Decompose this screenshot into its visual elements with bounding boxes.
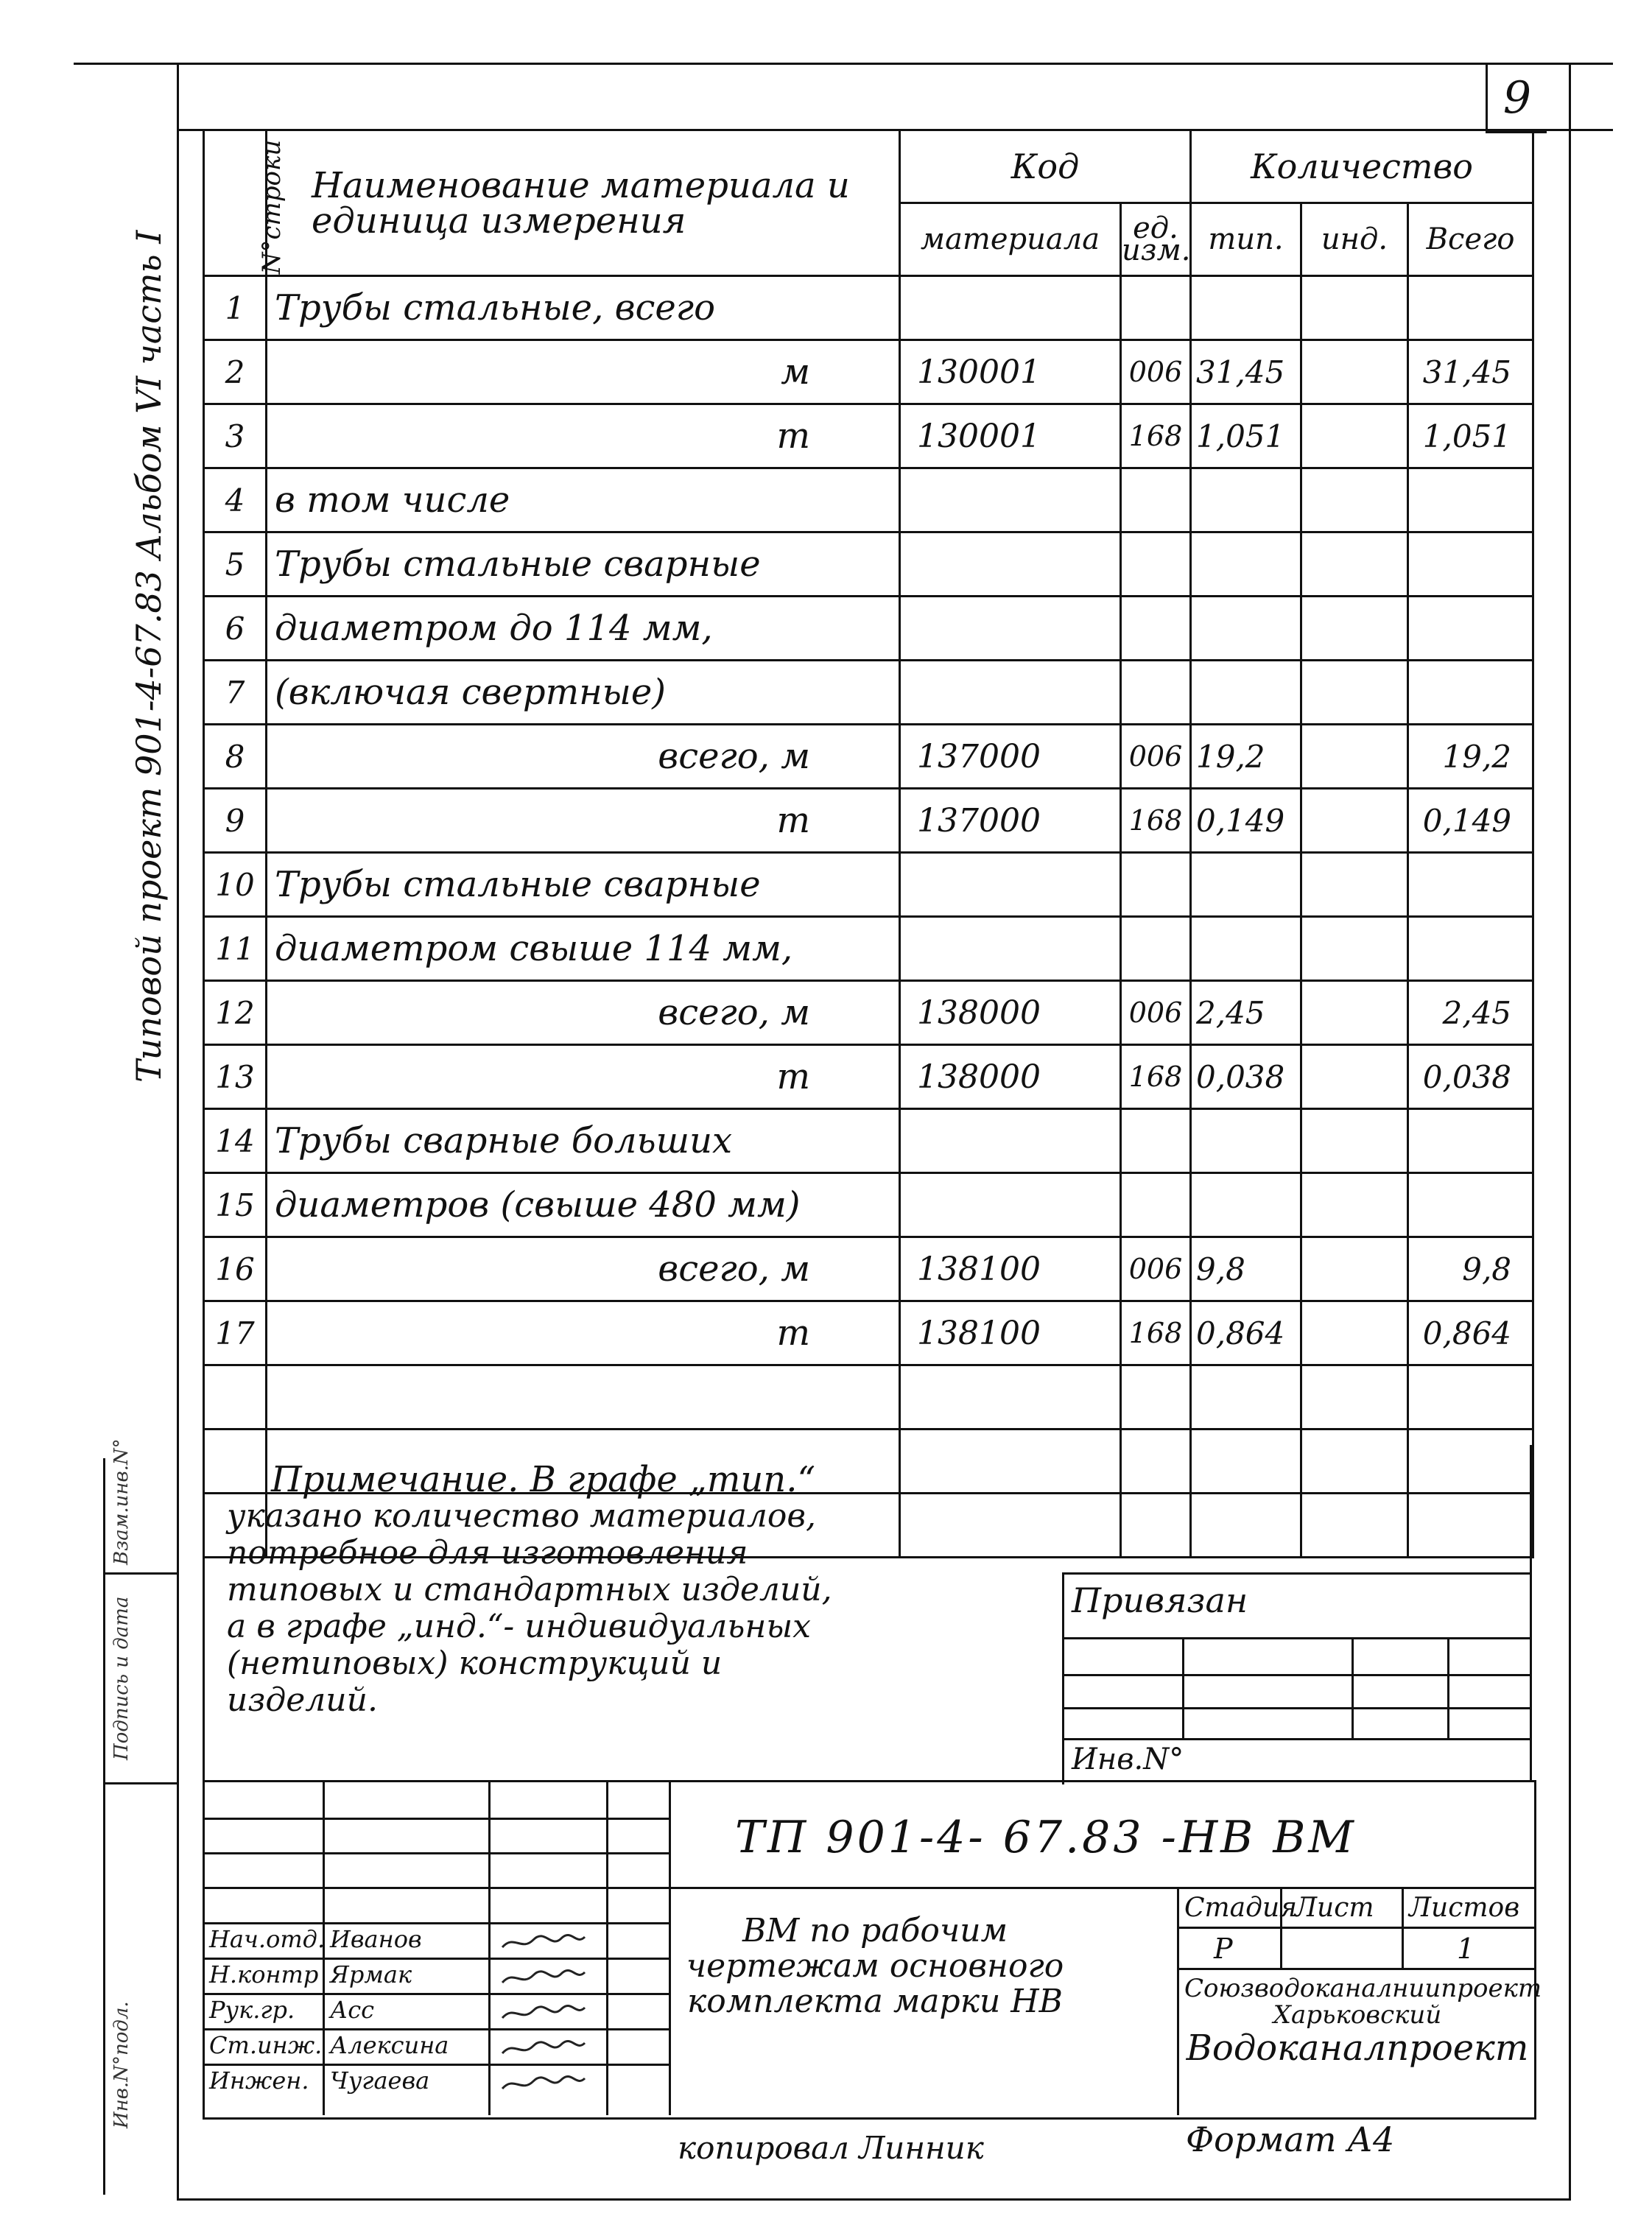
tb-hline-4 (205, 1922, 669, 1924)
material-unit-label: т (267, 789, 900, 853)
unit-code: 168 (1121, 404, 1191, 468)
table-row (204, 661, 1533, 725)
table-row (204, 597, 1533, 661)
material-code (900, 276, 1121, 340)
org-top: Союзводоканалниипроект (1184, 1974, 1542, 2003)
copied-by: копировал Линник (678, 2130, 984, 2166)
qty-typ: 0,149 (1191, 789, 1301, 853)
organization (1184, 1974, 1542, 2069)
qty-total (1408, 1365, 1533, 1429)
material-name: Трубы стальные сварные (267, 532, 900, 597)
signature-mark (499, 2074, 588, 2095)
qty-typ (1191, 276, 1301, 340)
qty-typ (1191, 532, 1301, 597)
unit-code: 006 (1121, 340, 1191, 404)
row-number: 11 (204, 917, 267, 981)
note-body: указано количество материалов, потребное для изготовления типовых и стандартных изделий, а в графе „инд.“- индивидуальных (нетиповых) конструкций и изделий. (227, 1497, 832, 1719)
material-code: 137000 (900, 725, 1121, 789)
sheets-value: 1 (1457, 1933, 1475, 1965)
table-row (204, 1045, 1533, 1109)
qty-ind (1301, 661, 1408, 725)
row-number: 6 (204, 597, 267, 661)
material-code (900, 532, 1121, 597)
unit-code (1121, 1365, 1191, 1429)
unit-code: 006 (1121, 725, 1191, 789)
table-row (204, 981, 1533, 1045)
material-code (900, 597, 1121, 661)
table-row (204, 1173, 1533, 1237)
unit-code (1121, 1173, 1191, 1237)
frame-left-line (177, 63, 179, 2198)
stage-value: Р (1214, 1933, 1233, 1965)
material-name: диаметром свыше 114 мм, (267, 917, 900, 981)
qty-ind (1301, 917, 1408, 981)
header-row-number: N°строки (204, 130, 267, 276)
row-number: 7 (204, 661, 267, 725)
qty-total (1408, 917, 1533, 981)
qty-total (1408, 597, 1533, 661)
qty-typ (1191, 917, 1301, 981)
qty-typ (1191, 468, 1301, 532)
tb-hline-stage-2 (1177, 1968, 1534, 1970)
frame-top-line (74, 63, 1613, 65)
qty-total (1408, 661, 1533, 725)
material-code: 130001 (900, 340, 1121, 404)
signer-name: Асс (330, 1996, 375, 2024)
tb-hline-1 (205, 1818, 669, 1820)
qty-total (1408, 532, 1533, 597)
tb-hline-3 (205, 1887, 1534, 1889)
material-name: Трубы стальные, всего (267, 276, 900, 340)
material-unit-label: всего, м (267, 725, 900, 789)
signature-mark (499, 2039, 588, 2059)
header-material-name: Наименование материала и единица измерения (267, 130, 900, 276)
signer-role: Ст.инж. (209, 2031, 323, 2059)
unit-code (1121, 853, 1191, 917)
unit-code (1121, 276, 1191, 340)
qty-total: 0,038 (1408, 1045, 1533, 1109)
binding-line-4 (1064, 1738, 1532, 1740)
row-number: 5 (204, 532, 267, 597)
header-qty-typ: тип. (1191, 203, 1301, 276)
material-unit-label: т (267, 1301, 900, 1365)
qty-ind (1301, 1365, 1408, 1429)
qty-typ: 9,8 (1191, 1237, 1301, 1301)
qty-ind (1301, 1173, 1408, 1237)
qty-typ (1191, 597, 1301, 661)
frame-right-line (1569, 65, 1571, 2201)
side-stamp-label-3: Инв.N°подл. (110, 2001, 133, 2128)
binding-vline-1 (1182, 1637, 1184, 1738)
qty-total: 2,45 (1408, 981, 1533, 1045)
unit-code (1121, 597, 1191, 661)
qty-total: 1,051 (1408, 404, 1533, 468)
binding-box (1062, 1572, 1532, 1784)
unit-code (1121, 661, 1191, 725)
row-number: 10 (204, 853, 267, 917)
materials-table (203, 129, 1534, 1558)
signer-role: Н.контр (209, 1960, 319, 1988)
material-name: (включая свертные) (267, 661, 900, 725)
side-stamp-border (103, 1458, 105, 2195)
qty-ind (1301, 468, 1408, 532)
material-unit-label: т (267, 1045, 900, 1109)
table-row (204, 1237, 1533, 1301)
binding-inv-label: Инв.N° (1072, 1743, 1184, 1776)
material-code: 138000 (900, 981, 1121, 1045)
signer-role: Рук.гр. (209, 1996, 295, 2024)
unit-code: 006 (1121, 1237, 1191, 1301)
qty-total (1408, 853, 1533, 917)
org-mid: Харьковский (1273, 2000, 1442, 2030)
material-code (900, 661, 1121, 725)
unit-code (1121, 1109, 1191, 1173)
side-vertical-title: Типовой проект 901-4-67.83 Альбом VI часть I (129, 230, 169, 1083)
qty-ind (1301, 1301, 1408, 1365)
table-row (204, 468, 1533, 532)
qty-typ: 0,038 (1191, 1045, 1301, 1109)
table-row (204, 1365, 1533, 1429)
qty-total (1408, 276, 1533, 340)
qty-ind (1301, 725, 1408, 789)
material-name: Трубы сварные больших (267, 1109, 900, 1173)
material-unit-label: м (267, 340, 900, 404)
signer-name: Алексина (330, 2031, 449, 2059)
document-code: ТП 901-4- 67.83 -НВ ВМ (735, 1812, 1357, 1863)
qty-total: 31,45 (1408, 340, 1533, 404)
qty-total: 9,8 (1408, 1237, 1533, 1301)
material-unit-label: всего, м (267, 1237, 900, 1301)
binding-line-3 (1064, 1707, 1532, 1709)
qty-ind (1301, 1237, 1408, 1301)
document-title: ВМ по рабочим чертежам основного комплекта марки НВ (686, 1912, 1064, 2020)
binding-line-1 (1064, 1637, 1532, 1639)
qty-total: 0,864 (1408, 1301, 1533, 1365)
binding-vline-2 (1352, 1637, 1354, 1738)
qty-ind (1301, 276, 1408, 340)
row-number: 2 (204, 340, 267, 404)
stage-label: Стадия (1184, 1893, 1297, 1923)
org-big: Водоканалпроект (1186, 2028, 1529, 2069)
unit-code (1121, 468, 1191, 532)
signature-mark (499, 2003, 588, 2024)
qty-ind (1301, 853, 1408, 917)
binding-line-2 (1064, 1674, 1532, 1676)
material-name: диаметров (свыше 480 мм) (267, 1173, 900, 1237)
unit-code: 168 (1121, 1045, 1191, 1109)
sheet-label: Лист (1295, 1893, 1374, 1923)
side-stamp-divider-1 (103, 1572, 177, 1575)
header-code-group: Код (900, 130, 1191, 203)
qty-total: 19,2 (1408, 725, 1533, 789)
signer-name: Ярмак (330, 1960, 412, 1988)
tb-hline-7 (205, 2028, 669, 2030)
signer-role: Инжен. (209, 2067, 309, 2095)
signer-name: Чугаева (330, 2067, 430, 2095)
material-code: 137000 (900, 789, 1121, 853)
side-stamp-label-2: Подпись и дата (110, 1596, 133, 1760)
qty-ind (1301, 1109, 1408, 1173)
qty-typ: 0,864 (1191, 1301, 1301, 1365)
tb-vline-main (669, 1782, 671, 2115)
material-code (900, 1365, 1121, 1429)
qty-typ (1191, 1365, 1301, 1429)
row-number: 4 (204, 468, 267, 532)
tb-hline-2 (205, 1852, 669, 1854)
material-unit-label: т (267, 404, 900, 468)
side-stamp-label-1: Взам.инв.N° (110, 1438, 133, 1565)
tb-hline-stage-1 (1177, 1927, 1534, 1929)
signature-mark (499, 1933, 588, 1953)
header-unit: ед. изм. (1121, 203, 1191, 276)
qty-total (1408, 1109, 1533, 1173)
material-code (900, 468, 1121, 532)
qty-ind (1301, 1045, 1408, 1109)
row-number: 14 (204, 1109, 267, 1173)
table-row (204, 1109, 1533, 1173)
header-qty-total: Всего (1408, 203, 1533, 276)
qty-typ: 31,45 (1191, 340, 1301, 404)
header-code-material: материала (900, 203, 1121, 276)
unit-code: 168 (1121, 1301, 1191, 1365)
table-row (204, 340, 1533, 404)
row-number: 9 (204, 789, 267, 853)
material-name: диаметром до 114 мм, (267, 597, 900, 661)
unit-code: 168 (1121, 789, 1191, 853)
material-code (900, 1109, 1121, 1173)
row-number: 1 (204, 276, 267, 340)
qty-typ: 1,051 (1191, 404, 1301, 468)
row-number (204, 1365, 267, 1429)
material-code (900, 1173, 1121, 1237)
sheets-label: Листов (1409, 1893, 1520, 1923)
row-number: 16 (204, 1237, 267, 1301)
row-number: 12 (204, 981, 267, 1045)
binding-title: Привязан (1072, 1580, 1248, 1620)
header-quantity-group: Количество (1191, 130, 1533, 203)
note-first-line: Примечание. В графе „тип.“ (271, 1459, 816, 1500)
qty-ind (1301, 404, 1408, 468)
note-text (227, 1461, 1000, 1719)
qty-ind (1301, 532, 1408, 597)
table-row (204, 1301, 1533, 1365)
tb-hline-5 (205, 1958, 669, 1960)
unit-code (1121, 532, 1191, 597)
header-qty-ind: инд. (1301, 203, 1408, 276)
table-row (204, 725, 1533, 789)
qty-typ (1191, 1173, 1301, 1237)
qty-total (1408, 468, 1533, 532)
qty-total: 0,149 (1408, 789, 1533, 853)
tb-vline-stage-left (1177, 1887, 1179, 2115)
row-number: 3 (204, 404, 267, 468)
table-row (204, 917, 1533, 981)
qty-typ (1191, 853, 1301, 917)
qty-typ: 2,45 (1191, 981, 1301, 1045)
signature-mark (499, 1968, 588, 1988)
qty-typ (1191, 661, 1301, 725)
signer-role: Нач.отд. (209, 1925, 326, 1953)
signer-name: Иванов (330, 1925, 422, 1953)
table-row (204, 276, 1533, 340)
row-number: 8 (204, 725, 267, 789)
material-unit-label: всего, м (267, 981, 900, 1045)
unit-code (1121, 917, 1191, 981)
unit-code: 006 (1121, 981, 1191, 1045)
material-name: в том числе (267, 468, 900, 532)
row-number: 17 (204, 1301, 267, 1365)
table-row (204, 853, 1533, 917)
tb-hline-8 (205, 2064, 669, 2066)
qty-typ (1191, 1109, 1301, 1173)
material-code: 130001 (900, 404, 1121, 468)
table-row (204, 404, 1533, 468)
frame-bottom-line (177, 2198, 1571, 2201)
material-name (267, 1365, 900, 1429)
material-code: 138100 (900, 1237, 1121, 1301)
qty-ind (1301, 981, 1408, 1045)
material-code: 138000 (900, 1045, 1121, 1109)
table-row (204, 789, 1533, 853)
table-row (204, 532, 1533, 597)
qty-ind (1301, 340, 1408, 404)
binding-vline-3 (1447, 1637, 1449, 1738)
sheet-number: 9 (1486, 65, 1547, 133)
row-number: 15 (204, 1173, 267, 1237)
qty-total (1408, 1173, 1533, 1237)
qty-typ: 19,2 (1191, 725, 1301, 789)
material-code: 138100 (900, 1301, 1121, 1365)
row-number: 13 (204, 1045, 267, 1109)
title-block (203, 1780, 1542, 2120)
qty-ind (1301, 597, 1408, 661)
qty-ind (1301, 789, 1408, 853)
side-stamp-divider-2 (103, 1782, 177, 1784)
material-code (900, 917, 1121, 981)
material-code (900, 853, 1121, 917)
paper-format: Формат А4 (1186, 2120, 1395, 2159)
tb-hline-6 (205, 1993, 669, 1995)
material-name: Трубы стальные сварные (267, 853, 900, 917)
